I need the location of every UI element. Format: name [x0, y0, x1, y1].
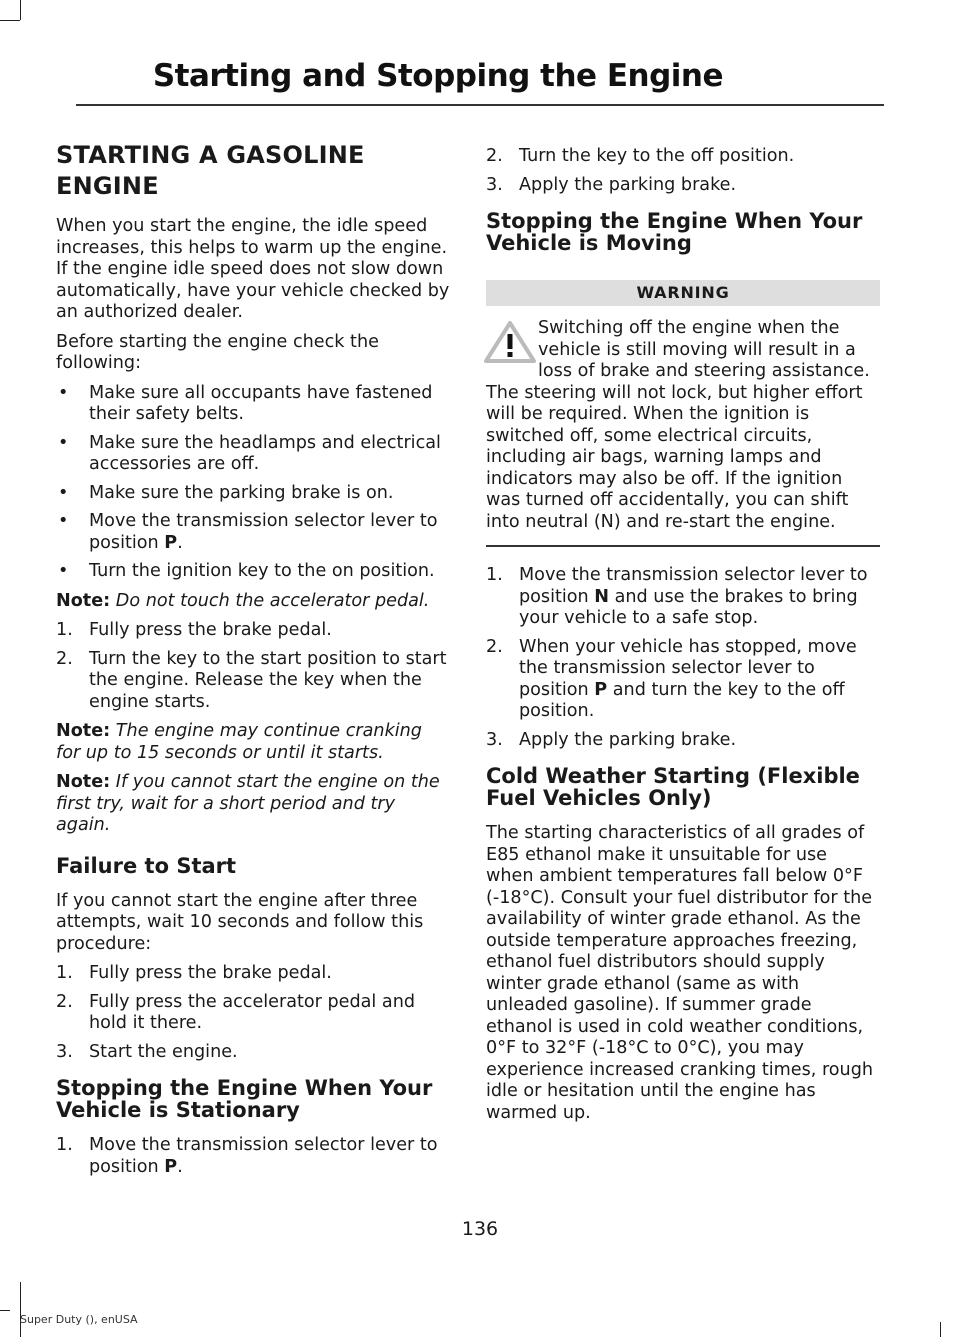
- header-rule: [76, 104, 884, 106]
- note-accelerator: Note: Do not touch the accelerator pedal.: [56, 590, 430, 611]
- crop-mark-bottom-left-horizontal: [0, 1310, 10, 1311]
- page-number: 136: [461, 1218, 499, 1240]
- list-item: 3. Start the engine.: [56, 1041, 238, 1062]
- list-item: 3. Apply the parking brake.: [486, 729, 737, 750]
- list-item: • Make sure the parking brake is on.: [58, 482, 394, 503]
- right-column: [486, 146, 880, 1132]
- page-header-title: Starting and Stopping the Engine: [152, 58, 723, 94]
- intro-paragraph: When you start the engine, the idle speed increases, this helps to warm up the engine. If the engine idle speed does not slow down automatically, have your vehicle checked by an authorized dealer.: [56, 216, 450, 322]
- stationary-steps: [56, 1135, 450, 1178]
- warning-triangle-icon: [484, 320, 536, 364]
- start-steps: [56, 620, 450, 713]
- list-item: • Move the transmission selector lever to position P.: [58, 511, 438, 553]
- failure-steps: [56, 963, 450, 1063]
- stationary-steps-continued: [486, 146, 880, 196]
- before-check-paragraph: Before starting the engine check the following:: [56, 331, 379, 373]
- crop-mark-top-left-horizontal: [0, 20, 20, 21]
- list-item: 2. When your vehicle has stopped, move the transmission selector lever to position P and turn the key to the off position.: [486, 636, 857, 721]
- list-item: • Make sure the headlamps and electrical accessories are off.: [58, 432, 441, 474]
- cold-weather-text: The starting characteristics of all grades of E85 ethanol make it unsuitable for use when ambient temperatures fall below 0°F (-18°C). Consult your fuel distributor for the availability of winter grade ethanol. As the outside temperature approaches freezing, ethanol fuel distributors should supply winter grade ethanol (same as with unleaded gasoline). If summer grade ethanol is used in cold weather conditions, 0°F to 32°F (-18°C to 0°C), you may experience increased cranking times, rough idle or hesitation until the engine has warmed up.: [486, 823, 874, 1123]
- footer-text: Super Duty (), enUSA: [20, 1313, 138, 1326]
- failure-intro: If you cannot start the engine after three attempts, wait 10 seconds and follow this procedure:: [56, 890, 424, 954]
- cold-weather-heading: Cold Weather Starting (Flexible Fuel Vehicles Only): [486, 764, 860, 810]
- warning-text: Switching off the engine when the vehicle is still moving will result in a loss of brake and steering assistance. The steering will not lock, but higher effort will be required. When the ignition is switched off, some electrical circuits, including air bags, warning lamps and indicators may also be off. If the ignition was turned off accidentally, you can shift into neutral (N) and re-start the engine.: [486, 318, 870, 532]
- section-heading-starting-gasoline: STARTING A GASOLINE ENGINE: [56, 141, 365, 200]
- left-column: [56, 140, 450, 1186]
- list-item: 3. Apply the parking brake.: [486, 174, 737, 195]
- list-item: • Turn the ignition key to the on position.: [58, 561, 435, 581]
- crop-mark-bottom-left-vertical: [20, 1282, 21, 1337]
- list-item: 1. Fully press the brake pedal.: [56, 620, 332, 640]
- list-item: 2. Fully press the accelerator pedal and hold it there.: [56, 991, 416, 1033]
- note-cranking: Note: The engine may continue cranking for up to 15 seconds or until it starts.: [56, 721, 422, 763]
- note-retry: Note: If you cannot start the engine on the first try, wait for a short period and try again.: [56, 772, 440, 835]
- list-item: • Make sure all occupants have fastened their safety belts.: [58, 382, 433, 424]
- warning-body: [486, 318, 880, 547]
- warning-label: WARNING: [486, 280, 880, 306]
- stationary-heading: Stopping the Engine When Your Vehicle is Stationary: [56, 1076, 433, 1122]
- list-item: 1. Fully press the brake pedal.: [56, 963, 332, 983]
- moving-steps: [486, 565, 880, 751]
- warning-box: [486, 280, 880, 547]
- failure-heading: Failure to Start: [56, 853, 237, 878]
- crop-mark-bottom-right-vertical: [940, 1322, 941, 1337]
- list-item: 2. Turn the key to the off position.: [486, 146, 795, 166]
- list-item: 2. Turn the key to the start position to start the engine. Release the key when the engine starts.: [56, 648, 447, 712]
- list-item: 1. Move the transmission selector lever to position N and use the brakes to bring your vehicle to a safe stop.: [486, 565, 868, 628]
- checklist: [56, 383, 450, 583]
- list-item: 1. Move the transmission selector lever to position P.: [56, 1135, 438, 1177]
- moving-heading: Stopping the Engine When Your Vehicle is Moving: [486, 209, 863, 255]
- crop-mark-top-left-vertical: [20, 0, 21, 20]
